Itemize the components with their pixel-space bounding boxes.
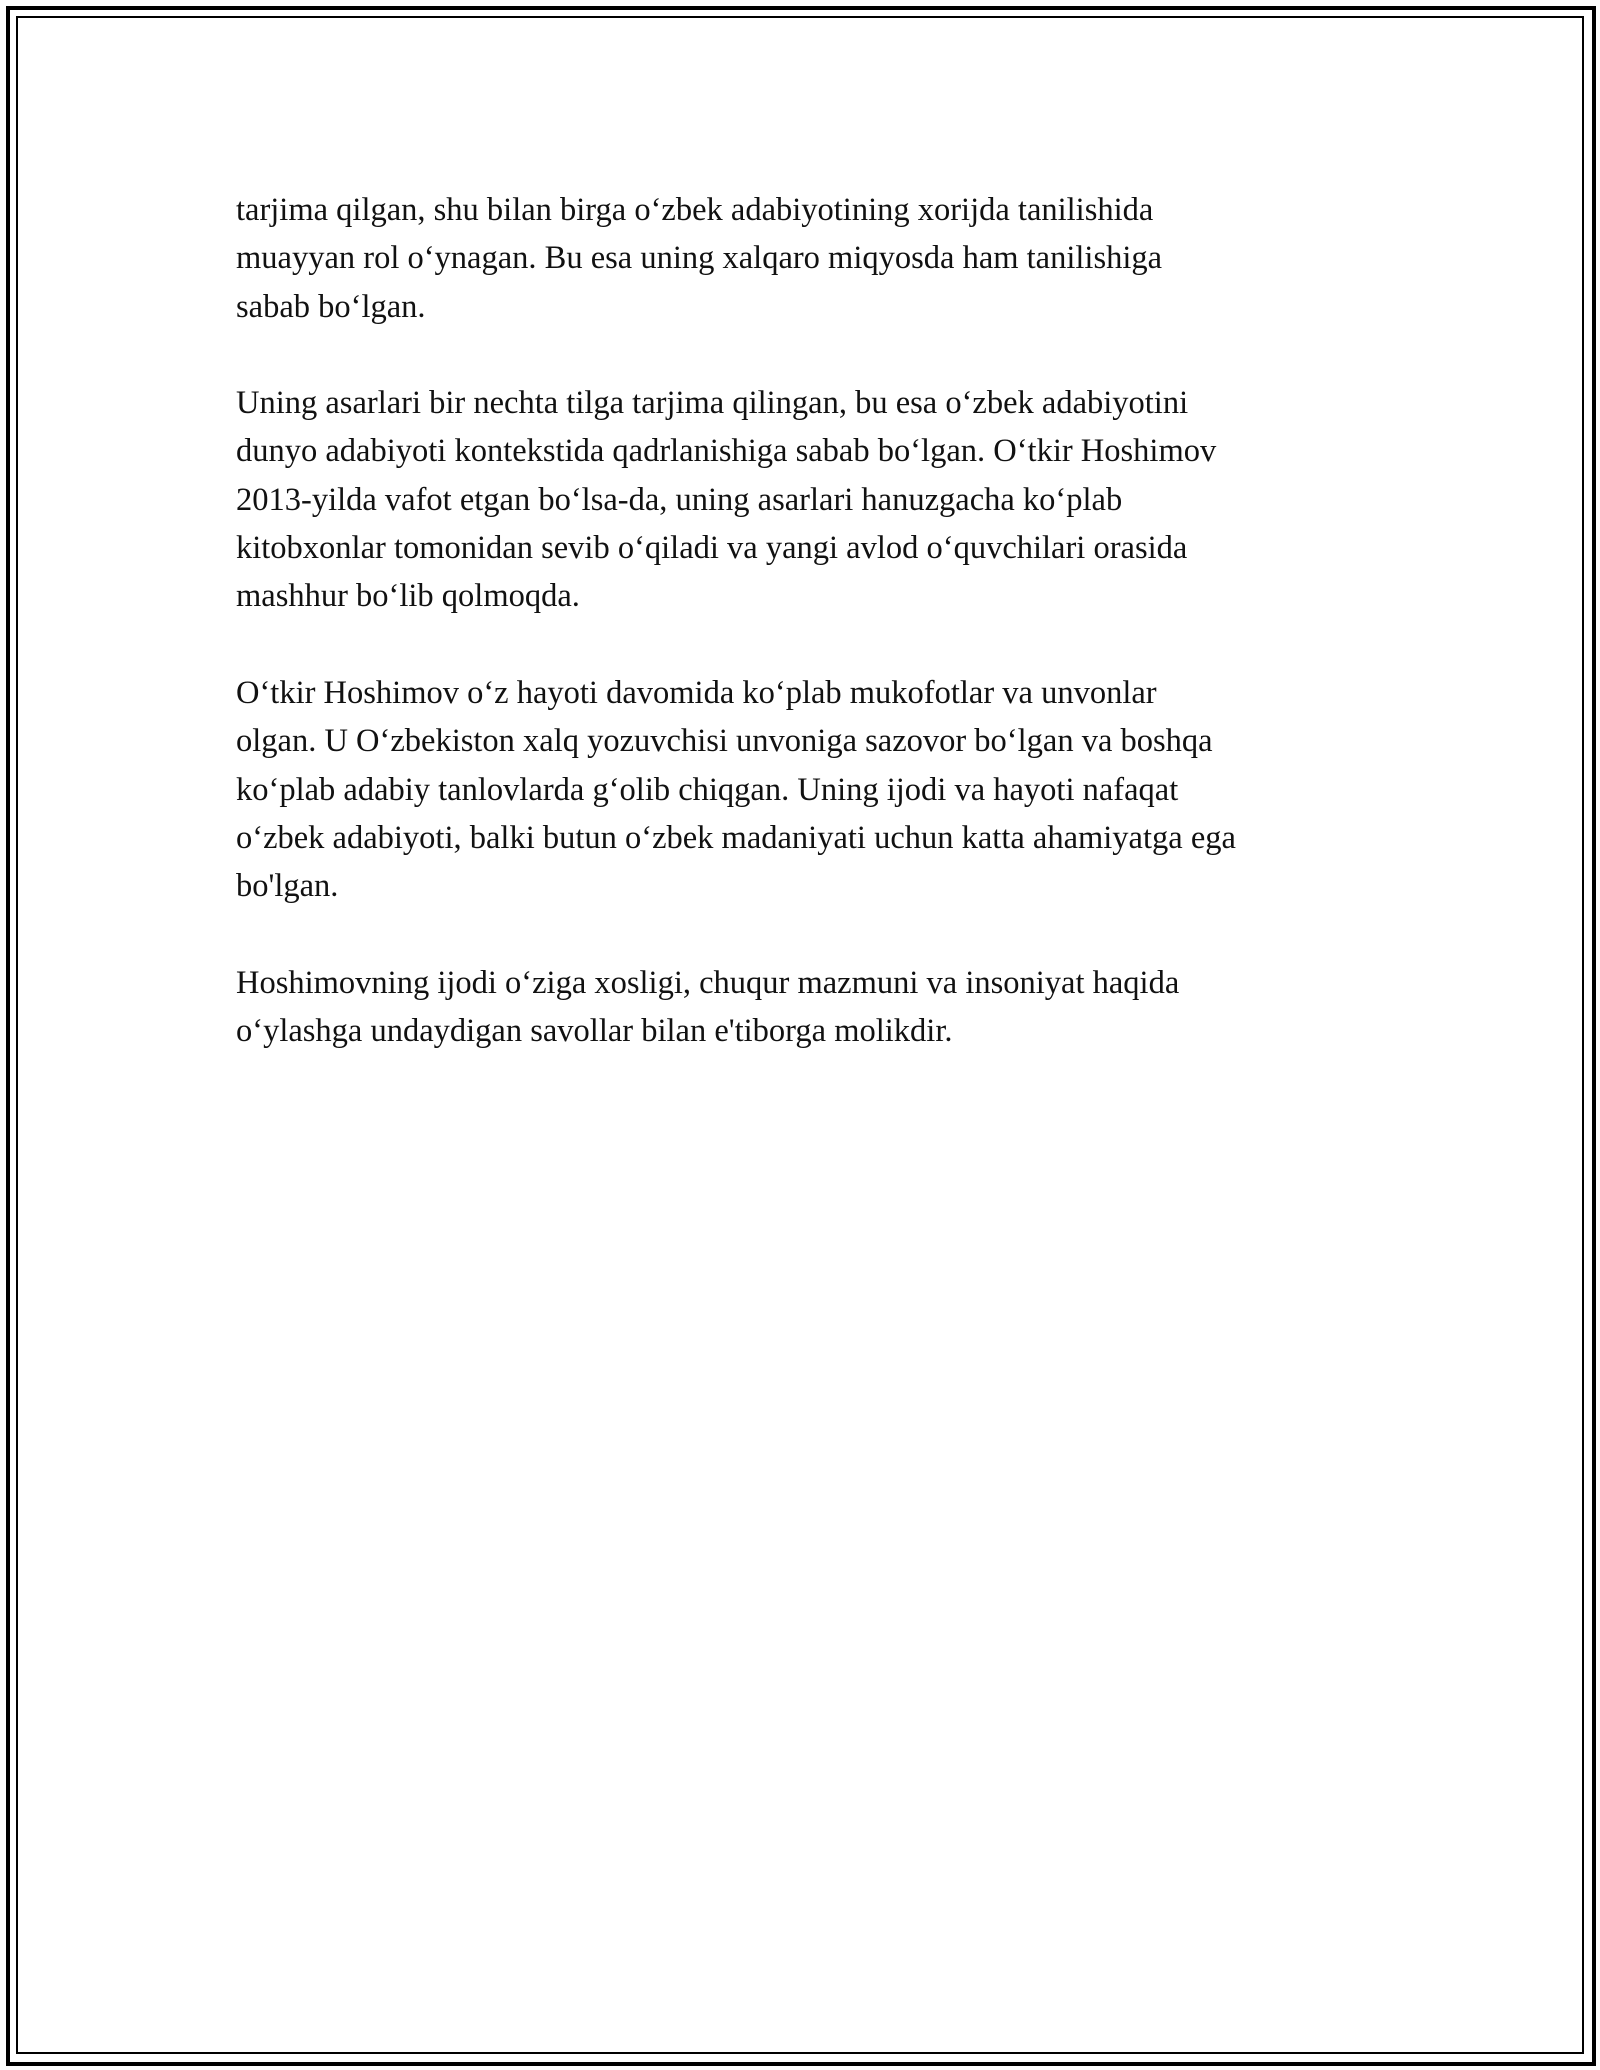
text-line: sabab bo‘lgan. — [236, 288, 426, 325]
text-line: mashhur bo‘lib qolmoqda. — [236, 578, 580, 615]
text-line: ko‘plab adabiy tanlovlarda g‘olib chiqgan. Uning ijodi va hayoti nafaqat — [236, 771, 1179, 808]
text-line: Hoshimovning ijodi o‘ziga xosligi, chuqur mazmuni va insoniyat haqida — [236, 964, 1180, 1001]
document-body — [236, 186, 1376, 1104]
text-line: kitobxonlar tomonidan sevib o‘qiladi va yangi avlod o‘quvchilari orasida — [236, 530, 1188, 567]
text-line: o‘ylashga undaydigan savollar bilan e'tiborga molikdir. — [236, 1013, 953, 1050]
text-line: olgan. U O‘zbekiston xalq yozuvchisi unvoniga sazovor bo‘lgan va boshqa — [236, 723, 1213, 760]
text-line: 2013-yilda vafot etgan bo‘lsa-da, uning asarlari hanuzgacha ko‘plab — [236, 481, 1123, 518]
paragraph-1 — [236, 186, 1376, 331]
paragraph-3 — [236, 669, 1376, 910]
paragraph-2 — [236, 379, 1376, 620]
text-line: bo'lgan. — [236, 868, 339, 905]
text-line: o‘zbek adabiyoti, balki butun o‘zbek madaniyati uchun katta ahamiyatga ega — [236, 819, 1236, 856]
text-line: Uning asarlari bir nechta tilga tarjima qilingan, bu esa o‘zbek adabiyotini — [236, 385, 1189, 422]
paragraph-4 — [236, 959, 1376, 1056]
text-line: tarjima qilgan, shu bilan birga o‘zbek adabiyotining xorijda tanilishida — [236, 192, 1154, 228]
text-line: muayyan rol o‘ynagan. Bu esa uning xalqaro miqyosda ham tanilishiga — [236, 240, 1163, 277]
text-line: dunyo adabiyoti kontekstida qadrlanishiga sabab bo‘lgan. O‘tkir Hoshimov — [236, 433, 1217, 470]
text-line: O‘tkir Hoshimov o‘z hayoti davomida ko‘plab mukofotlar va unvonlar — [236, 674, 1157, 711]
